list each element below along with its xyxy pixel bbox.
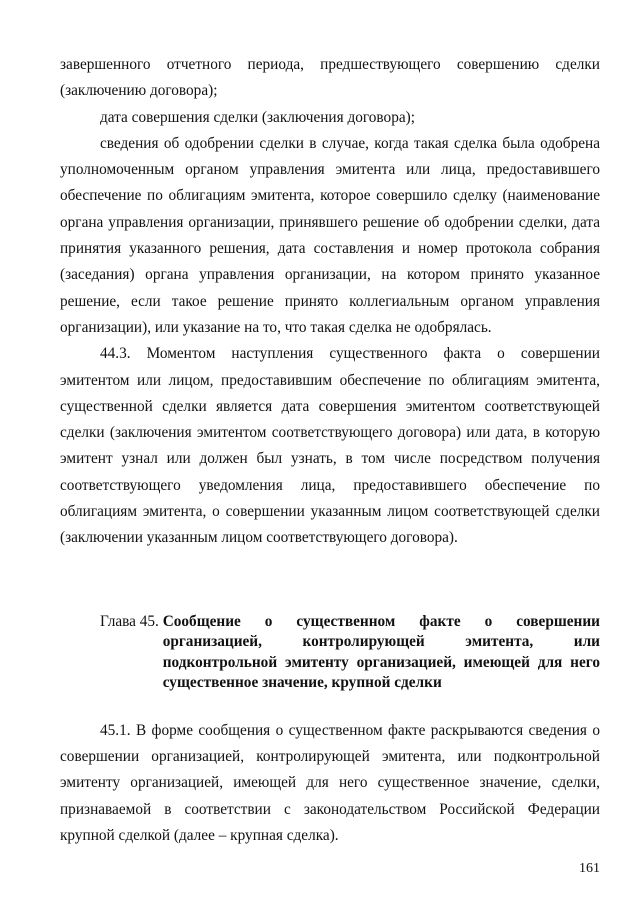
paragraph-transaction-date: дата совершения сделки (заключения договора); — [100, 108, 415, 126]
page-number: 161 — [579, 861, 600, 876]
paragraph-44-3: 44.3. Моментом наступления существенного факта о совершении эмитентом или лицом, предоставившим обеспечение по облигациям эмитента, существенной сделки является дата совершения эмитентом соответствующей сделки (заключения эмитентом соответствующего договора) или дата, в которую эмитент узнал или должен был узнать, в том числе посредством получения соответствующего уведомления лица, предоставившего обеспечение по облигациям эмитента, о совершении указанным лицом соответствующей сделки (заключении указанным лицом соответствующего договора). — [60, 345, 600, 547]
chapter-heading — [60, 612, 600, 694]
chapter-number: Глава 45. — [100, 612, 163, 630]
paragraph-45-1: 45.1. В форме сообщения о существенном факте раскрываются сведения о совершении организацией, контролирующей эмитента, или подконтрольной эмитенту организацией, имеющей для него существенное значение, сделки, признаваемой в соответствии с законодательством Российской Федерации крупной сделкой (далее – крупная сделка). — [60, 721, 600, 844]
document-page — [60, 52, 600, 849]
paragraph-prior-period: завершенного отчетного периода, предшествующего совершению сделки (заключению договора); — [60, 56, 600, 100]
chapter-title: Сообщение о существенном факте о совершении организацией, контролирующей эмитента, или подконтрольной эмитенту организацией, имеющей для него существенное значение, крупной сделки — [162, 612, 600, 692]
paragraph-approval-info: сведения об одобрении сделки в случае, когда такая сделка была одобрена уполномоченным органом управления эмитента или лица, предоставившего обеспечение по облигациям эмитента, которое совершило сделку (наименование органа управления организации, принявшего решение об одобрении сделки, дата принятия указанного решения, дата составления и номер протокола собрания (заседания) органа управления организации, на котором принято указанное решение, если такое решение принято коллегиальным органом управления организации), или указание на то, что такая сделка не одобрялась. — [60, 134, 600, 336]
